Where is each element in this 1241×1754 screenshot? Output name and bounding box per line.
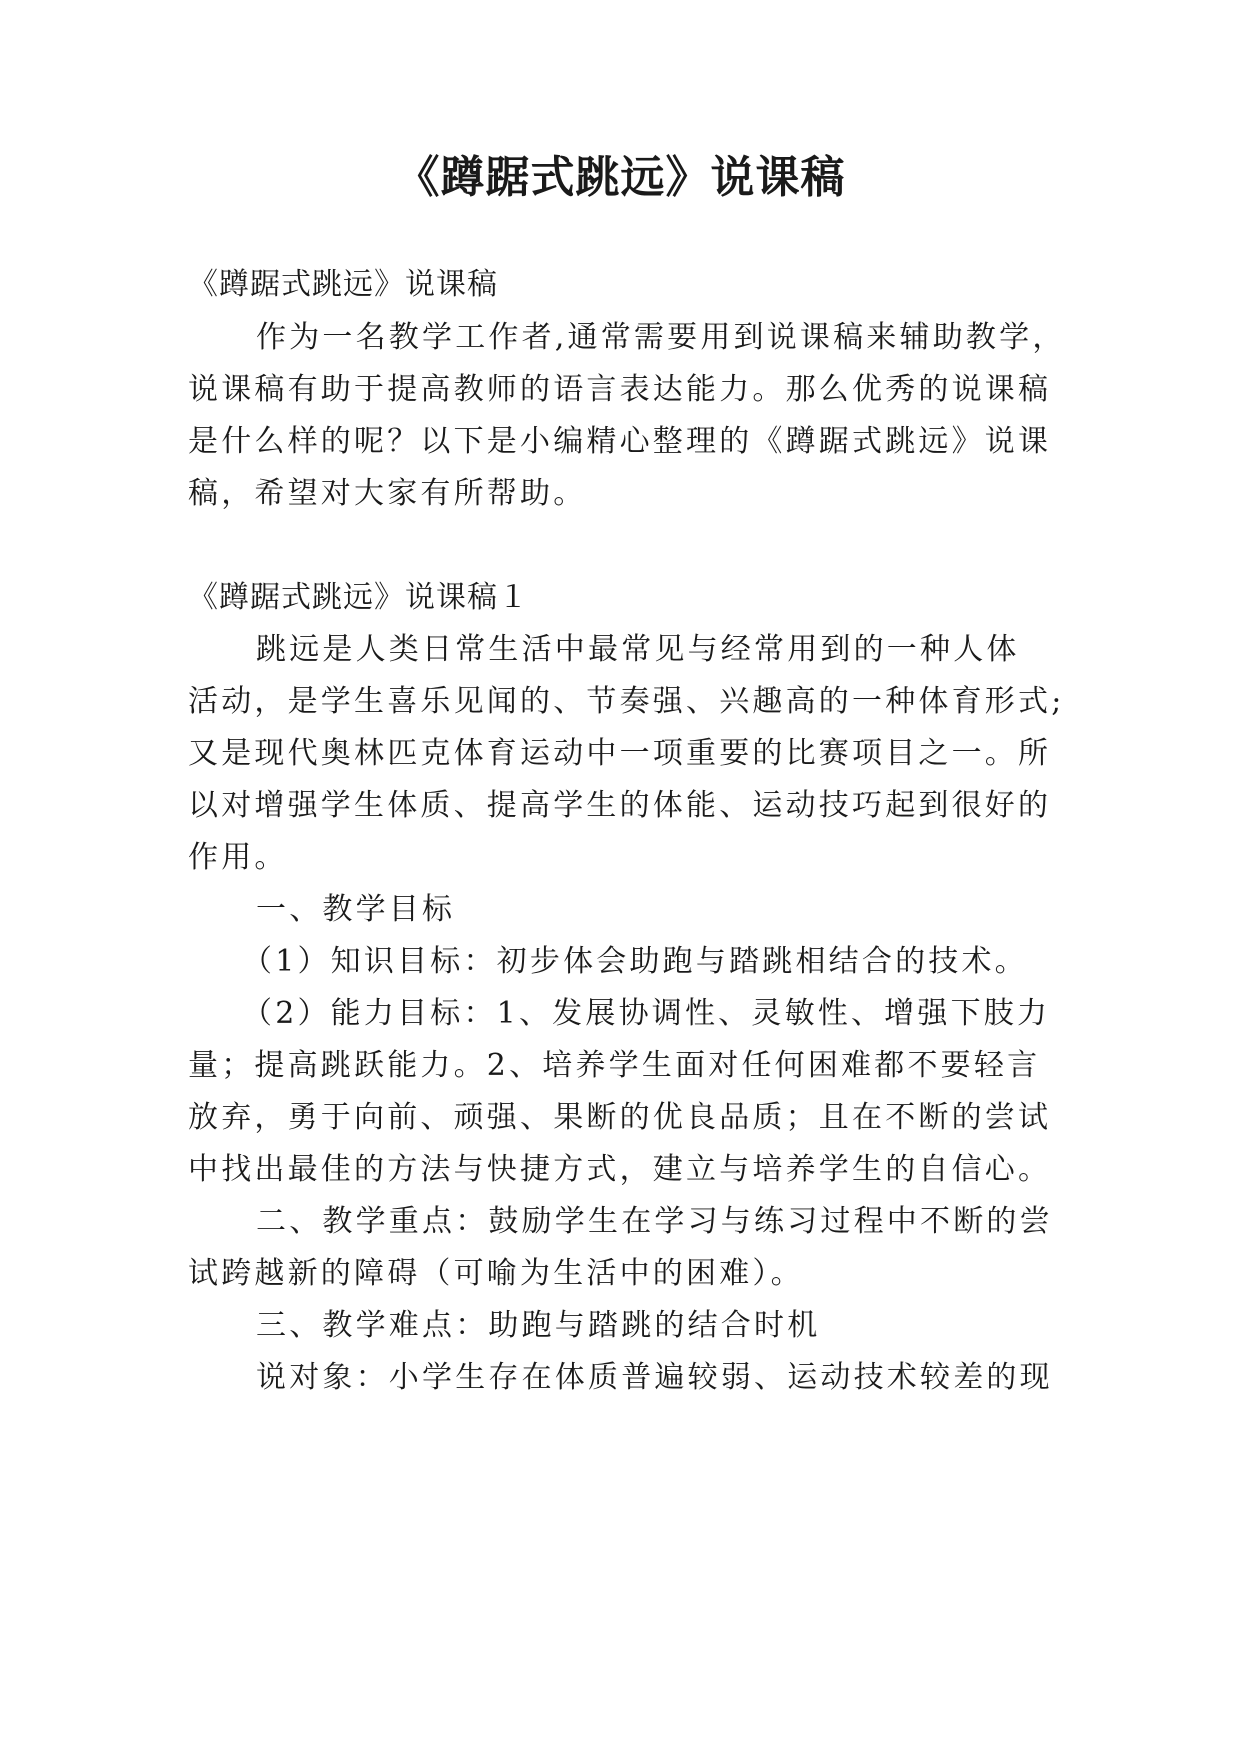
intro-line: 作为一名教学工作者,通常需要用到说课稿来辅助教学， bbox=[256, 320, 1066, 355]
goal-ability-line: 量；提高跳跃能力。2、培养学生面对任何困难都不要轻言 bbox=[188, 1048, 1041, 1083]
difficulty-line: 三、教学难点：助跑与踏跳的结合时机 bbox=[256, 1308, 821, 1343]
paragraph-line: 以对增强学生体质、提高学生的体能、运动技巧起到很好的 bbox=[188, 788, 1052, 823]
intro-heading: 《蹲踞式跳远》说课稿 bbox=[188, 267, 498, 302]
paragraph-line: 跳远是人类日常生活中最常见与经常用到的一种人体 bbox=[256, 632, 1020, 667]
document-title: 《蹲踞式跳远》说课稿 bbox=[395, 152, 846, 203]
intro-line: 稿，希望对大家有所帮助。 bbox=[188, 476, 587, 511]
goal-knowledge: （1）知识目标：初步体会助跑与踏跳相结合的技术。 bbox=[242, 944, 1028, 979]
intro-line: 是什么样的呢？以下是小编精心整理的《蹲踞式跳远》说课 bbox=[188, 424, 1052, 459]
goal-ability-line: 放弃，勇于向前、顽强、果断的优良品质；且在不断的尝试 bbox=[188, 1100, 1052, 1135]
key-point-line: 二、教学重点：鼓励学生在学习与练习过程中不断的尝 bbox=[256, 1204, 1053, 1239]
paragraph-line: 活动，是学生喜乐见闻的、节奏强、兴趣高的一种体育形式; bbox=[188, 684, 1065, 719]
audience-line: 说对象：小学生存在体质普遍较弱、运动技术较差的现 bbox=[256, 1360, 1053, 1395]
intro-line: 说课稿有助于提高教师的语言表达能力。那么优秀的说课稿 bbox=[188, 372, 1052, 407]
paragraph-line: 又是现代奥林匹克体育运动中一项重要的比赛项目之一。所 bbox=[188, 736, 1052, 771]
goals-heading: 一、教学目标 bbox=[256, 892, 456, 927]
key-point-line: 试跨越新的障碍（可喻为生活中的困难）。 bbox=[188, 1256, 804, 1291]
paragraph-line: 作用。 bbox=[188, 840, 288, 875]
goal-ability-line: 中找出最佳的方法与快捷方式，建立与培养学生的自信心。 bbox=[188, 1152, 1052, 1187]
goal-ability-line: （2）能力目标：1、发展协调性、灵敏性、增强下肢力 bbox=[242, 996, 1051, 1031]
section-heading: 《蹲踞式跳远》说课稿１ bbox=[188, 580, 529, 615]
